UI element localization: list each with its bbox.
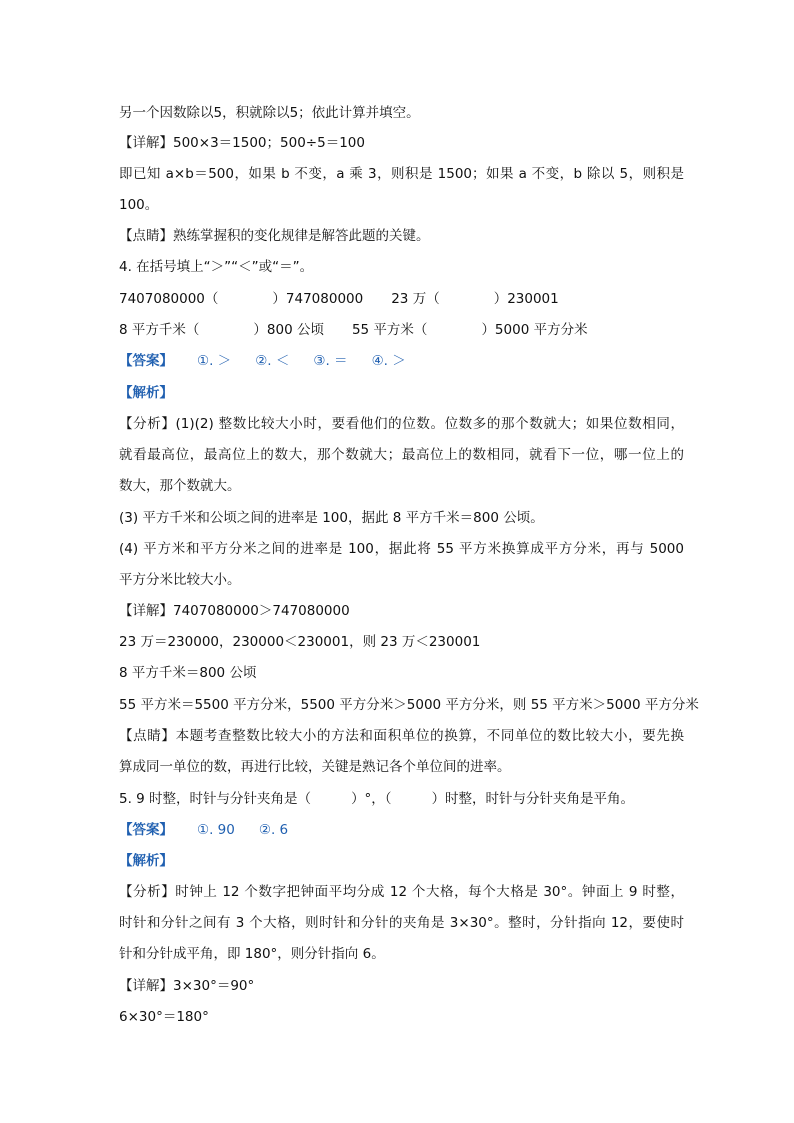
text-line: 针和分针成平角，即 180°，则分针指向 6。 bbox=[119, 946, 385, 962]
detail-text: 3×30°＝90° bbox=[173, 978, 255, 994]
remark-tag: 【点睛】 bbox=[119, 228, 173, 244]
detail-line bbox=[119, 976, 684, 996]
detail-line bbox=[119, 133, 684, 153]
text-line: 时针和分针之间有 3 个大格，则时针和分针的夹角是 3×30°。整时，分针指向 12，要使时 bbox=[119, 915, 684, 931]
compare-right: ）747080000 bbox=[272, 291, 364, 307]
analysis-heading: 【解析】 bbox=[119, 853, 173, 869]
analysis-tag: 【分析】 bbox=[119, 416, 176, 432]
question-5-part-1: 5. 9 时整，时针与分针夹角是（ bbox=[119, 791, 312, 807]
answer-line bbox=[119, 820, 684, 840]
compare-left: 55 平方米（ bbox=[351, 322, 428, 338]
text-line: 即已知 a×b＝500，如果 b 不变，a 乘 3，则积是 1500；如果 a 不变，b 除以 5，则积是 bbox=[119, 166, 684, 182]
analysis-text: (1)(2) 整数比较大小时，要看他们的位数。位数多的那个数就大；如果位数相同， bbox=[175, 416, 684, 432]
compare-left: 8 平方千米（ bbox=[119, 322, 200, 338]
compare-left: 7407080000（ bbox=[119, 291, 219, 307]
remark-line bbox=[119, 726, 684, 746]
text-line: 23 万＝230000，230000＜230001，则 23 万＜230001 bbox=[119, 634, 481, 650]
remark-text: 熟练掌握积的变化规律是解答此题的关键。 bbox=[173, 228, 430, 244]
text-line: 6×30°＝180° bbox=[119, 1009, 209, 1025]
detail-text: 500×3＝1500；500÷5＝100 bbox=[173, 135, 365, 151]
text-line: 平方分米比较大小。 bbox=[119, 572, 241, 588]
text-line: 另一个因数除以5，积就除以5；依此计算并填空。 bbox=[119, 105, 420, 121]
detail-tag: 【详解】 bbox=[119, 603, 173, 619]
compare-left: 23 万（ bbox=[391, 291, 440, 307]
text-line: (3) 平方千米和公顷之间的进率是 100，据此 8 平方千米＝800 公顷。 bbox=[119, 510, 544, 526]
remark-line bbox=[119, 226, 684, 246]
detail-tag: 【详解】 bbox=[119, 135, 173, 151]
question-5-part-3: ）时整，时针与分针夹角是平角。 bbox=[431, 791, 635, 807]
analysis-line bbox=[119, 414, 684, 434]
question-5-part-2: ）°，（ bbox=[351, 791, 392, 807]
analysis-text: 时钟上 12 个数字把钟面平均分成 12 个大格，每个大格是 30°。钟面上 9 时整， bbox=[175, 884, 684, 900]
answer-tag: 【答案】 bbox=[119, 353, 173, 369]
answer-1: ①. 90 bbox=[197, 822, 235, 838]
analysis-line bbox=[119, 882, 684, 902]
answer-tag: 【答案】 bbox=[119, 822, 173, 838]
answer-1: ①. ＞ bbox=[197, 353, 232, 369]
detail-line bbox=[119, 601, 684, 621]
answer-3: ③. ＝ bbox=[313, 353, 348, 369]
text-line: 100。 bbox=[119, 197, 159, 213]
text-line: 算成同一单位的数，再进行比较，关键是熟记各个单位间的进率。 bbox=[119, 759, 511, 775]
question-4-title: 4. 在括号填上“＞”“＜”或“＝”。 bbox=[119, 259, 314, 275]
text-line: (4) 平方米和平方分米之间的进率是 100，据此将 55 平方米换算成平方分米，再与 5000 bbox=[119, 541, 684, 557]
answer-2: ②. ＜ bbox=[255, 353, 290, 369]
answer-line bbox=[119, 351, 684, 371]
text-line: 8 平方千米＝800 公顷 bbox=[119, 665, 257, 681]
compare-right: ）230001 bbox=[493, 291, 559, 307]
analysis-heading: 【解析】 bbox=[119, 385, 173, 401]
analysis-tag: 【分析】 bbox=[119, 884, 176, 900]
text-line: 就看最高位，最高位上的数大，那个数就大；最高位上的数相同，就看下一位，哪一位上的 bbox=[119, 447, 684, 463]
compare-right: ）800 公顷 bbox=[253, 322, 324, 338]
question-4-row-1 bbox=[119, 289, 684, 309]
question-4-row-2 bbox=[119, 320, 684, 340]
compare-right: ）5000 平方分米 bbox=[481, 322, 588, 338]
remark-text: 本题考查整数比较大小的方法和面积单位的换算，不同单位的数比较大小，要先换 bbox=[175, 728, 685, 744]
remark-tag: 【点睛】 bbox=[119, 728, 176, 744]
text-line: 数大，那个数就大。 bbox=[119, 478, 241, 494]
answer-2: ②. 6 bbox=[258, 822, 289, 838]
question-5-title bbox=[119, 789, 684, 809]
detail-text: 7407080000＞747080000 bbox=[173, 603, 350, 619]
detail-tag: 【详解】 bbox=[119, 978, 173, 994]
answer-4: ④. ＞ bbox=[371, 353, 406, 369]
text-line: 55 平方米＝5500 平方分米，5500 平方分米＞5000 平方分米，则 55 平方米＞5000 平方分米 bbox=[119, 697, 699, 713]
